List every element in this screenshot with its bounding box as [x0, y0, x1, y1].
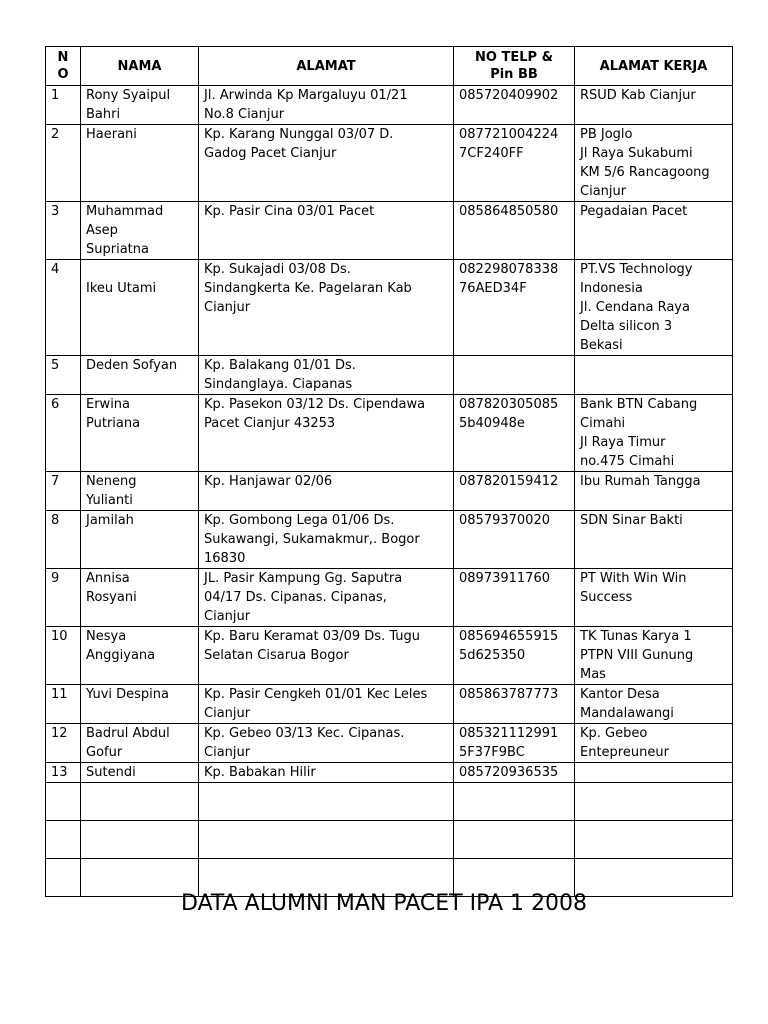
- cell-telp: 085864850580: [454, 202, 575, 260]
- cell-nama: Deden Sofyan: [81, 356, 199, 395]
- cell-nama: Rony Syaipul Bahri: [81, 86, 199, 125]
- cell-nama: Badrul Abdul Gofur: [81, 724, 199, 763]
- cell-alamat: Kp. Pasir Cina 03/01 Pacet: [199, 202, 454, 260]
- table-row: [46, 763, 733, 783]
- table-row: [46, 356, 733, 395]
- cell-no: 10: [46, 627, 81, 685]
- cell-alamat: Kp. Pasekon 03/12 Ds. Cipendawa Pacet Cianjur 43253: [199, 395, 454, 472]
- cell-no: 7: [46, 472, 81, 511]
- table-row: [46, 472, 733, 511]
- cell-no: 1: [46, 86, 81, 125]
- cell-telp: 087721004224 7CF240FF: [454, 125, 575, 202]
- table-row: [46, 783, 733, 821]
- cell-nama: Jamilah: [81, 511, 199, 569]
- table-body: [46, 86, 733, 897]
- cell-kerja: PT With Win Win Success: [575, 569, 733, 627]
- table-row: [46, 511, 733, 569]
- cell-alamat: Kp. Karang Nunggal 03/07 D. Gadog Pacet Cianjur: [199, 125, 454, 202]
- cell-telp: 085863787773: [454, 685, 575, 724]
- header-row: [46, 47, 733, 86]
- cell-telp: 087820305085 5b40948e: [454, 395, 575, 472]
- cell-kerja: [575, 783, 733, 821]
- cell-alamat: JL. Pasir Kampung Gg. Saputra 04/17 Ds. Cipanas. Cipanas, Cianjur: [199, 569, 454, 627]
- header-nama: NAMA: [81, 47, 199, 86]
- cell-no: 8: [46, 511, 81, 569]
- cell-alamat: Kp. Babakan Hilir: [199, 763, 454, 783]
- cell-kerja: RSUD Kab Cianjur: [575, 86, 733, 125]
- header-alamat-kerja: ALAMAT KERJA: [575, 47, 733, 86]
- cell-kerja: [575, 356, 733, 395]
- alumni-table: [45, 46, 733, 897]
- cell-no: 9: [46, 569, 81, 627]
- cell-nama: Sutendi: [81, 763, 199, 783]
- cell-kerja: PT.VS Technology Indonesia Jl. Cendana Raya Delta silicon 3 Bekasi: [575, 260, 733, 356]
- cell-kerja: Ibu Rumah Tangga: [575, 472, 733, 511]
- cell-nama: Annisa Rosyani: [81, 569, 199, 627]
- cell-telp: 08973911760: [454, 569, 575, 627]
- cell-nama: [81, 821, 199, 859]
- cell-telp: 082298078338 76AED34F: [454, 260, 575, 356]
- cell-no: 4: [46, 260, 81, 356]
- document-title: DATA ALUMNI MAN PACET IPA 1 2008: [181, 891, 587, 916]
- cell-no: 2: [46, 125, 81, 202]
- cell-no: 3: [46, 202, 81, 260]
- cell-alamat: Kp. Gombong Lega 01/06 Ds. Sukawangi, Sukamakmur,. Bogor 16830: [199, 511, 454, 569]
- cell-kerja: TK Tunas Karya 1 PTPN VIII Gunung Mas: [575, 627, 733, 685]
- cell-nama: Nesya Anggiyana: [81, 627, 199, 685]
- cell-nama: Erwina Putriana: [81, 395, 199, 472]
- table-row: [46, 724, 733, 763]
- header-no: N O: [46, 47, 81, 86]
- cell-no: 12: [46, 724, 81, 763]
- cell-alamat: [199, 783, 454, 821]
- cell-nama: [81, 783, 199, 821]
- cell-telp: 085720409902: [454, 86, 575, 125]
- cell-no: 11: [46, 685, 81, 724]
- cell-alamat: Kp. Baru Keramat 03/09 Ds. Tugu Selatan Cisarua Bogor: [199, 627, 454, 685]
- cell-alamat: Kp. Sukajadi 03/08 Ds. Sindangkerta Ke. Pagelaran Kab Cianjur: [199, 260, 454, 356]
- cell-no: [46, 821, 81, 859]
- cell-nama: Ikeu Utami: [81, 260, 199, 356]
- table-row: [46, 202, 733, 260]
- cell-alamat: Kp. Gebeo 03/13 Kec. Cipanas. Cianjur: [199, 724, 454, 763]
- header-alamat: ALAMAT: [199, 47, 454, 86]
- cell-kerja: SDN Sinar Bakti: [575, 511, 733, 569]
- table-row: [46, 86, 733, 125]
- header-telp: NO TELP & Pin BB: [454, 47, 575, 86]
- cell-alamat: Kp. Balakang 01/01 Ds. Sindanglaya. Ciapanas: [199, 356, 454, 395]
- table-row: [46, 569, 733, 627]
- table-row: [46, 685, 733, 724]
- cell-telp: [454, 821, 575, 859]
- cell-telp: 085720936535: [454, 763, 575, 783]
- table-row: [46, 260, 733, 356]
- cell-no: 6: [46, 395, 81, 472]
- cell-kerja: Kantor Desa Mandalawangi: [575, 685, 733, 724]
- cell-telp: 085321112991 5F37F9BC: [454, 724, 575, 763]
- cell-telp: 085694655915 5d625350: [454, 627, 575, 685]
- cell-no: [46, 783, 81, 821]
- cell-telp: [454, 783, 575, 821]
- cell-alamat: [199, 821, 454, 859]
- cell-alamat: Jl. Arwinda Kp Margaluyu 01/21 No.8 Cianjur: [199, 86, 454, 125]
- cell-nama: Neneng Yulianti: [81, 472, 199, 511]
- cell-nama: Yuvi Despina: [81, 685, 199, 724]
- cell-kerja: Pegadaian Pacet: [575, 202, 733, 260]
- cell-no: 13: [46, 763, 81, 783]
- cell-kerja: [575, 821, 733, 859]
- cell-kerja: Kp. Gebeo Entepreuneur: [575, 724, 733, 763]
- cell-nama: Muhammad Asep Supriatna: [81, 202, 199, 260]
- table-row: [46, 395, 733, 472]
- table-row: [46, 125, 733, 202]
- cell-nama: Haerani: [81, 125, 199, 202]
- cell-telp: 08579370020: [454, 511, 575, 569]
- table-row: [46, 821, 733, 859]
- cell-telp: [454, 356, 575, 395]
- cell-kerja: Bank BTN Cabang Cimahi Jl Raya Timur no.475 Cimahi: [575, 395, 733, 472]
- cell-kerja: [575, 763, 733, 783]
- cell-kerja: PB Joglo Jl Raya Sukabumi KM 5/6 Rancagoong Cianjur: [575, 125, 733, 202]
- cell-alamat: Kp. Pasir Cengkeh 01/01 Kec Leles Cianjur: [199, 685, 454, 724]
- cell-no: 5: [46, 356, 81, 395]
- table-row: [46, 627, 733, 685]
- cell-alamat: Kp. Hanjawar 02/06: [199, 472, 454, 511]
- cell-telp: 087820159412: [454, 472, 575, 511]
